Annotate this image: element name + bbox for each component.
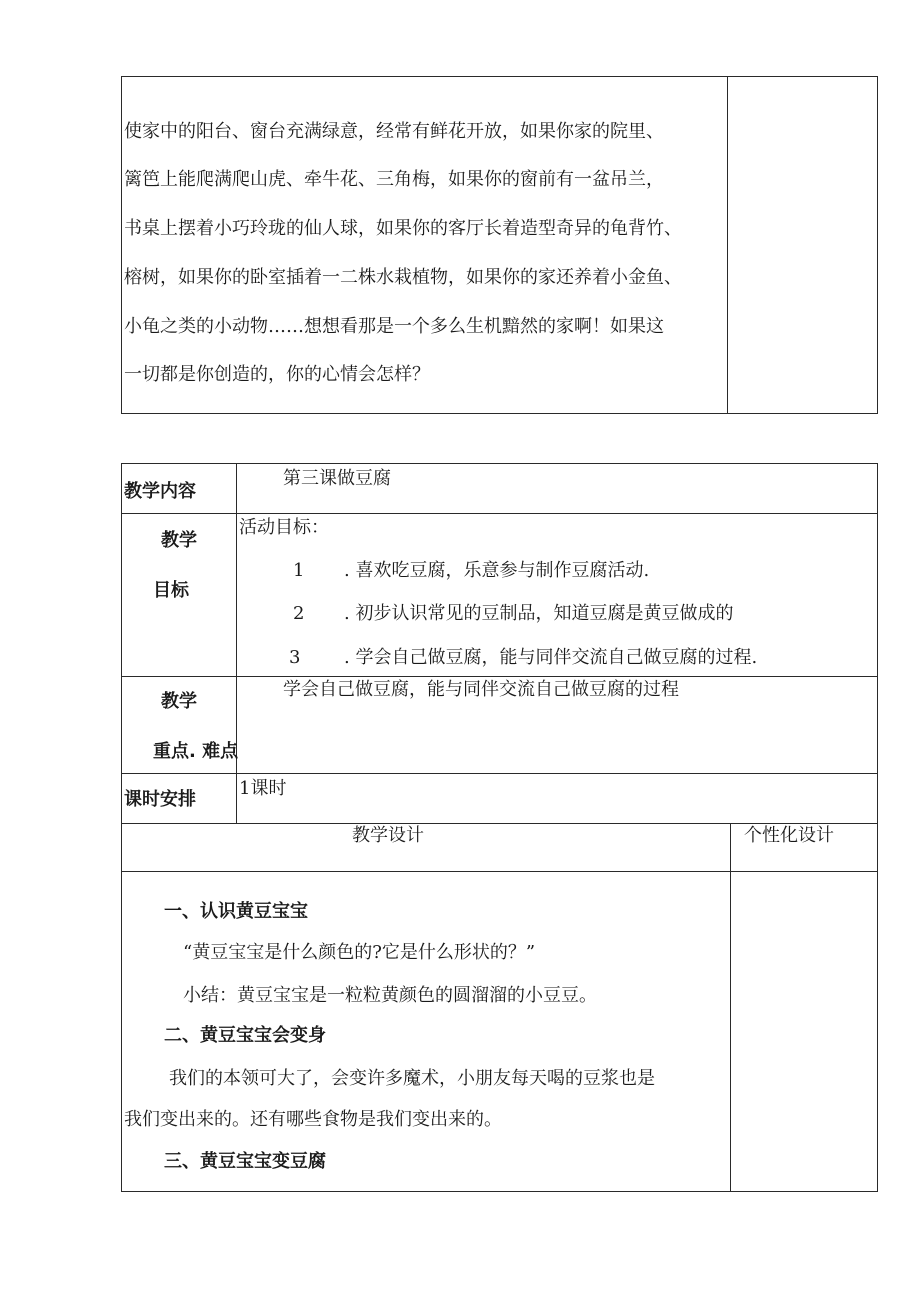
goal-number-1: 1 [293,560,305,581]
content-value: 第三课做豆腐 [283,468,391,489]
goal-label-1: 教学 [161,530,197,551]
top-table-border-right [877,76,878,414]
goal-text-3: . 学会自己做豆腐，能与同伴交流自己做豆腐的过程. [344,647,758,668]
goal-number-3: 3 [289,647,301,668]
hours-value: 1课时 [239,778,287,799]
row-line-goal [121,676,878,677]
key-label-1: 教学 [161,691,197,712]
row-line-content [121,513,878,514]
row-line-key [121,773,878,774]
section1-quote: “黄豆宝宝是什么颜色的?它是什么形状的？” [183,942,536,963]
goal-number-2: 2 [293,603,305,624]
personal-header: 个性化设计 [744,825,834,846]
goal-text-1: . 喜欢吃豆腐，乐意参与制作豆腐活动. [344,560,650,581]
row-line-design-header [121,871,878,872]
design-header: 教学设计 [352,825,424,846]
label-column-divider [236,463,237,824]
section2-title: 二、黄豆宝宝会变身 [164,1025,326,1046]
section1-summary: 小结：黄豆宝宝是一粒粒黄颜色的圆溜溜的小豆豆。 [183,985,597,1006]
section3-title: 三、黄豆宝宝变豆腐 [164,1151,326,1172]
content-label: 教学内容 [124,481,196,502]
lesson-border-left [121,463,122,1192]
top-table-line-4: 榕树，如果你的卧室插着一二株水栽植物，如果你的家还养着小金鱼、 [124,267,682,288]
top-table-line-6: 一切都是你创造的，你的心情会怎样？ [124,364,430,385]
top-table-line-1: 使家中的阳台、窗台充满绿意，经常有鲜花开放，如果你家的院里、 [124,121,664,142]
key-label-2: 重点. 难点 [153,741,239,762]
personal-column-divider [730,823,731,1192]
top-table-line-5: 小龟之类的小动物……想想看那是一个多么生机黯然的家啊！如果这 [124,316,664,337]
hours-label: 课时安排 [124,789,196,810]
goal-heading: 活动目标： [239,517,329,538]
top-table-border-top [121,76,878,77]
key-value: 学会自己做豆腐，能与同伴交流自己做豆腐的过程 [283,679,679,700]
top-table-border-bottom [121,413,878,414]
goal-label-2: 目标 [153,580,189,601]
top-table-divider [727,76,728,414]
section2-line-2: 我们变出来的。还有哪些食物是我们变出来的。 [124,1109,502,1130]
section2-line-1: 我们的本领可大了，会变许多魔术，小朋友每天喝的豆浆也是 [169,1068,655,1089]
top-table-line-2: 篱笆上能爬满爬山虎、牵牛花、三角梅，如果你的窗前有一盆吊兰， [124,169,664,190]
top-table-line-3: 书桌上摆着小巧玲珑的仙人球，如果你的客厅长着造型奇异的龟背竹、 [124,218,682,239]
goal-text-2: . 初步认识常见的豆制品，知道豆腐是黄豆做成的 [344,603,734,624]
lesson-border-right [877,463,878,1192]
lesson-border-bottom [121,1191,878,1192]
top-table-border-left [121,76,122,414]
section1-title: 一、认识黄豆宝宝 [164,901,308,922]
lesson-border-top [121,463,878,464]
